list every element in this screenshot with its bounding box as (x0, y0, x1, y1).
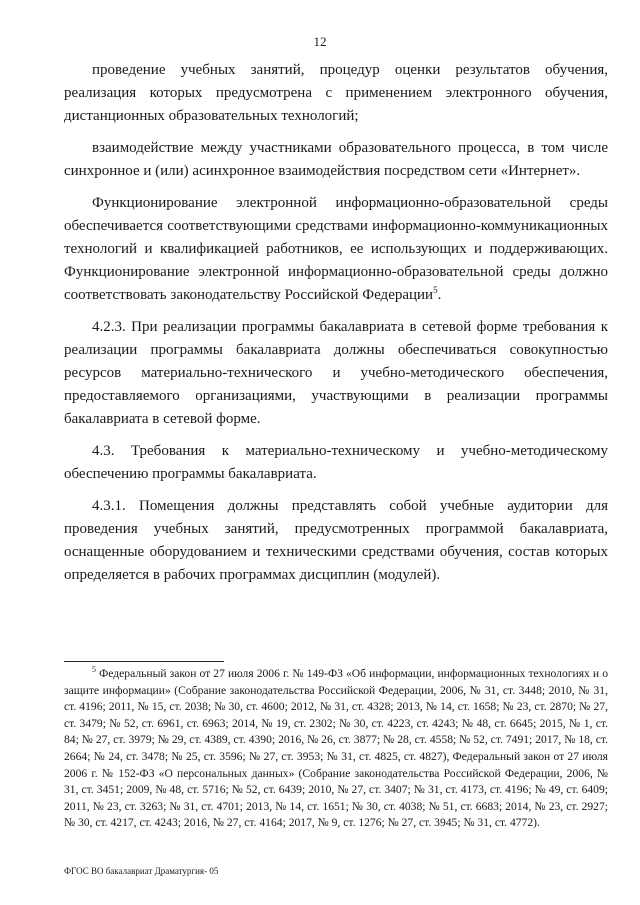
footnote-marker: 5 (92, 665, 96, 675)
paragraph-eios-text: Функционирование электронной информационно-образовательной среды обеспечивается соответствующими средствами информационно-коммуникационных технологий и квалификацией работников, ее использующих и поддерживающих. Функционирование электронной информационно-образовательной среды должно соответствовать законодательству Российской Федерации (64, 195, 608, 303)
footnote (64, 666, 608, 832)
paragraph-4-3-1: 4.3.1. Помещения должны представлять собой учебные аудитории для проведения учебных занятий, предусмотренных программой бакалавриата, оснащенные оборудованием и техническими средствами обучения, состав которых определяется в рабочих программах дисциплин (модулей). (64, 498, 608, 583)
footnote-divider (64, 661, 224, 662)
page-number: 12 (313, 34, 327, 49)
paragraph-4-3: 4.3. Требования к материально-техническому и учебно-методическому обеспечению программы бакалавриата. (64, 443, 608, 482)
footnote-text: Федеральный закон от 27 июля 2006 г. № 149-ФЗ «Об информации, информационных технологиях и о защите информации» (Собрание законодательства Российской Федерации, 2006, № 31, ст. 3448; 2010, № 31, ст. 4196; 2011, № 15, ст. 2038; № 30, ст. 4600; 2012, № 31, ст. 4328; 2013, № 14, ст. 1658; № 23, ст. 2870; № 27, ст. 3479; № 52, ст. 6961, ст. 6963; 2014, № 19, ст. 2302; № 30, ст. 4223, ст. 4243; № 48, ст. 6645; 2015, № 1, ст. 84; № 27, ст. 3979; № 29, ст. 4389, ст. 4390; 2016, № 26, ст. 3877; № 28, ст. 4558; № 52, ст. 7491; 2017, № 18, ст. 2664; № 24, ст. 3478; № 25, ст. 3596; № 27, ст. 3953; № 31, ст. 4825, ст. 4827), Федеральный закон от 27 июля 2006 г. № 152-ФЗ «О персональных данных» (Собрание законодательства Российской Федерации, 2006, № 31, ст. 3451; 2009, № 48, ст. 5716; № 52, ст. 6439; 2010, № 27, ст. 3407; № 31, ст. 4173, ст. 4196; № 49, ст. 6409; 2011, № 23, ст. 3263; № 31, ст. 4701; 2013, № 14, ст. 1651; № 30, ст. 4038; № 51, ст. 6683; 2014, № 23, ст. 2927; № 30, ст. 4217, ст. 4243; 2016, № 27, ст. 4164; 2017, № 9, ст. 1276; № 27, ст. 3945; № 31, ст. 4772). (64, 667, 608, 830)
page-footer: ФГОС ВО бакалавриат Драматургия- 05 (64, 866, 219, 876)
footnote-reference-tail: . (437, 287, 442, 303)
paragraph-interaction: взаимодействие между участниками образовательного процесса, в том числе синхронное и (или) асинхронное взаимодействия посредством сети «Интернет». (64, 140, 608, 179)
paragraph-training-sessions: проведение учебных занятий, процедур оценки результатов обучения, реализация которых предусмотрена с применением электронного обучения, дистанционных образовательных технологий; (64, 62, 608, 124)
paragraph-4-2-3: 4.2.3. При реализации программы бакалавриата в сетевой форме требования к реализации программы бакалавриата должны обеспечиваться совокупностью ресурсов материально-технического и учебно-методического обеспечения, предоставляемого организациями, участвующими в реализации программы бакалавриата в сетевой форме. (64, 319, 608, 427)
footnote-reference: 5 (433, 285, 438, 295)
body-text (64, 59, 608, 596)
paragraph-eios-functioning (64, 192, 608, 307)
